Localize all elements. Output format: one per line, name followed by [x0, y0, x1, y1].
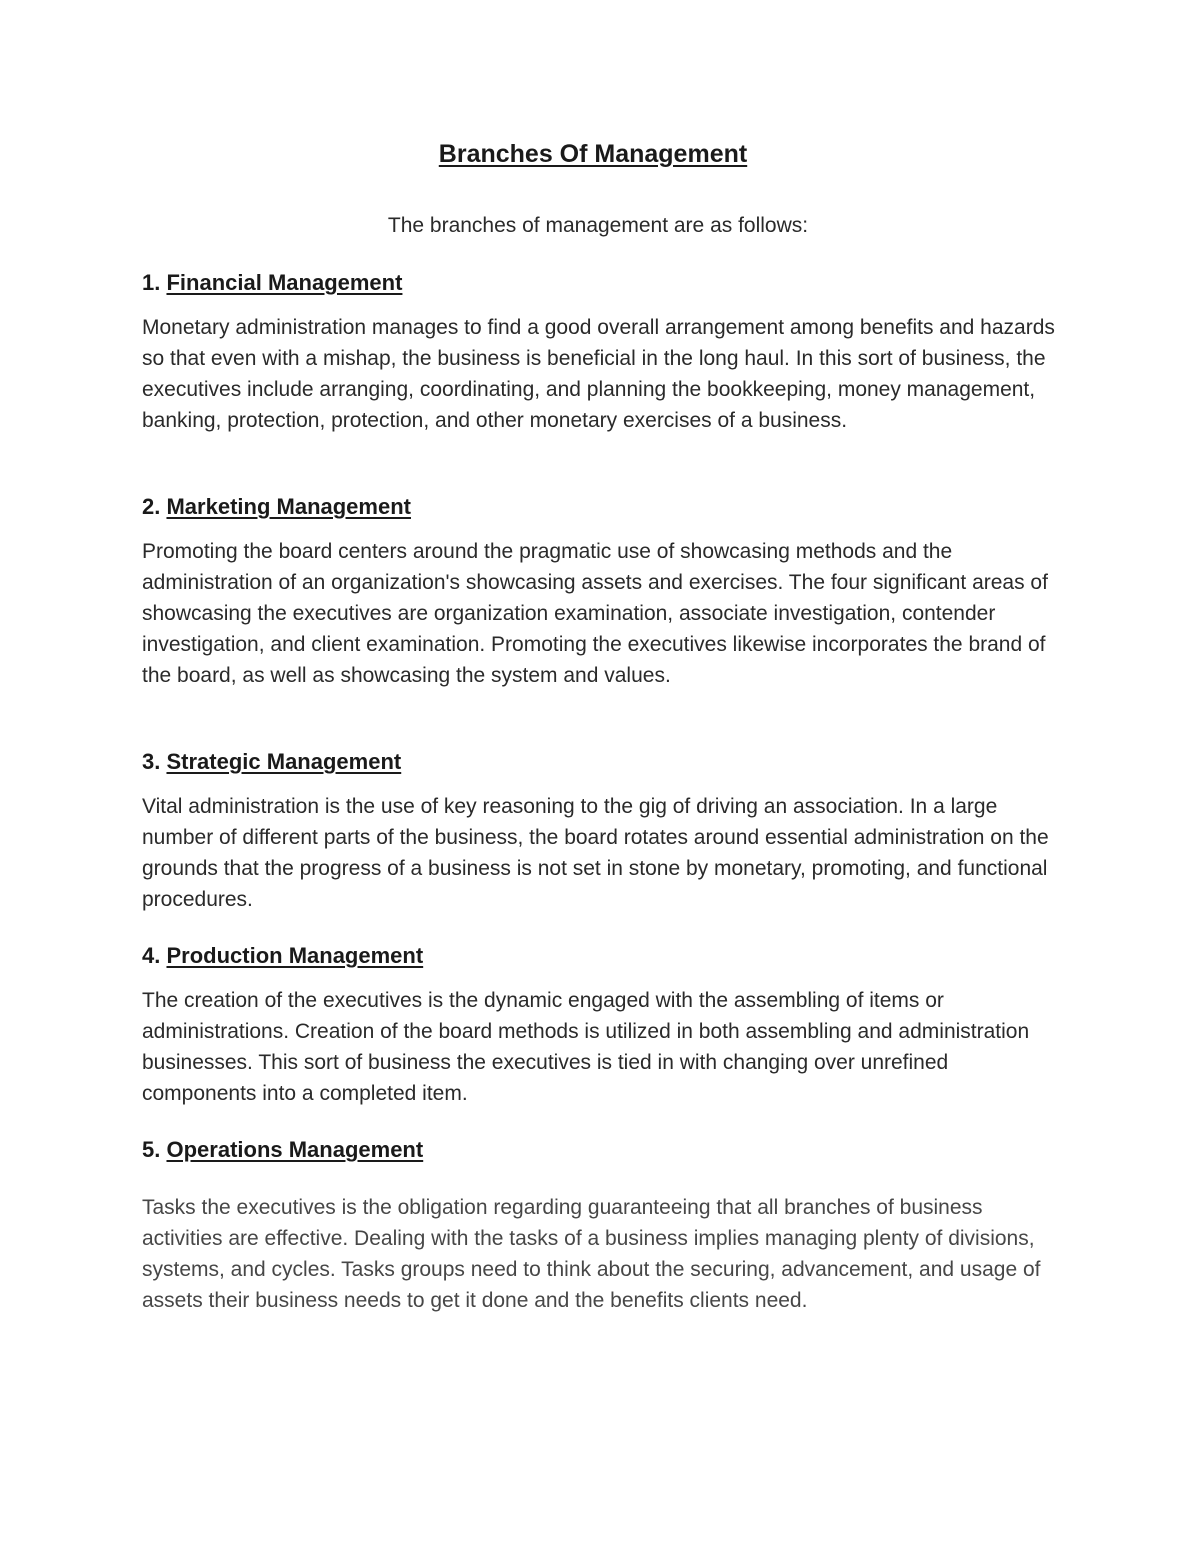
section-heading-marketing — [142, 494, 411, 520]
section-body-marketing: Promoting the board centers around the pragmatic use of showcasing methods and the administration of an organization's showcasing assets and exercises. The four significant areas of showcasing the executives are organization examination, associate investigation, contender investigation, and client examination. Promoting the executives likewise incorporates the brand of the board, as well as showcasing the system and values. — [142, 540, 1048, 687]
section-heading-production — [142, 943, 423, 969]
document-title: Branches Of Management — [438, 140, 748, 168]
section-body-operations: Tasks the executives is the obligation regarding guaranteeing that all branches of business activities are effective. Dealing with the tasks of a business implies managing plenty of divisions, systems, and cycles. Tasks groups need to think about the securing, advancement, and usage of assets their business needs to get it done and the benefits clients need. — [142, 1196, 1041, 1312]
section-number: 4. — [142, 943, 161, 968]
intro-text: The branches of management are as follows: — [387, 214, 809, 237]
section-number: 3. — [142, 749, 161, 774]
section-title: Marketing Management — [166, 494, 411, 519]
section-title: Operations Management — [166, 1137, 424, 1162]
section-number: 5. — [142, 1137, 161, 1162]
section-heading-strategic — [142, 749, 401, 775]
section-heading-operations — [142, 1137, 423, 1163]
section-body-financial: Monetary administration manages to find a good overall arrangement among benefits and hazards so that even with a mishap, the business is beneficial in the long haul. In this sort of business, the executives include arranging, coordinating, and planning the bookkeeping, money management, banking, protection, protection, and other monetary exercises of a business. — [142, 316, 1055, 432]
section-number: 1. — [142, 270, 161, 295]
section-body-strategic: Vital administration is the use of key reasoning to the gig of driving an association. In a large number of different parts of the business, the board rotates around essential administration on the grounds that the progress of a business is not set in stone by monetary, promoting, and functional procedures. — [142, 795, 1049, 911]
section-body-production: The creation of the executives is the dynamic engaged with the assembling of items or administrations. Creation of the board methods is utilized in both assembling and administration businesses. This sort of business the executives is tied in with changing over unrefined components into a completed item. — [142, 989, 1030, 1105]
section-number: 2. — [142, 494, 161, 519]
section-title: Production Management — [166, 943, 424, 968]
section-title: Financial Management — [166, 270, 403, 295]
section-title: Strategic Management — [166, 749, 402, 774]
section-heading-financial — [142, 270, 402, 296]
